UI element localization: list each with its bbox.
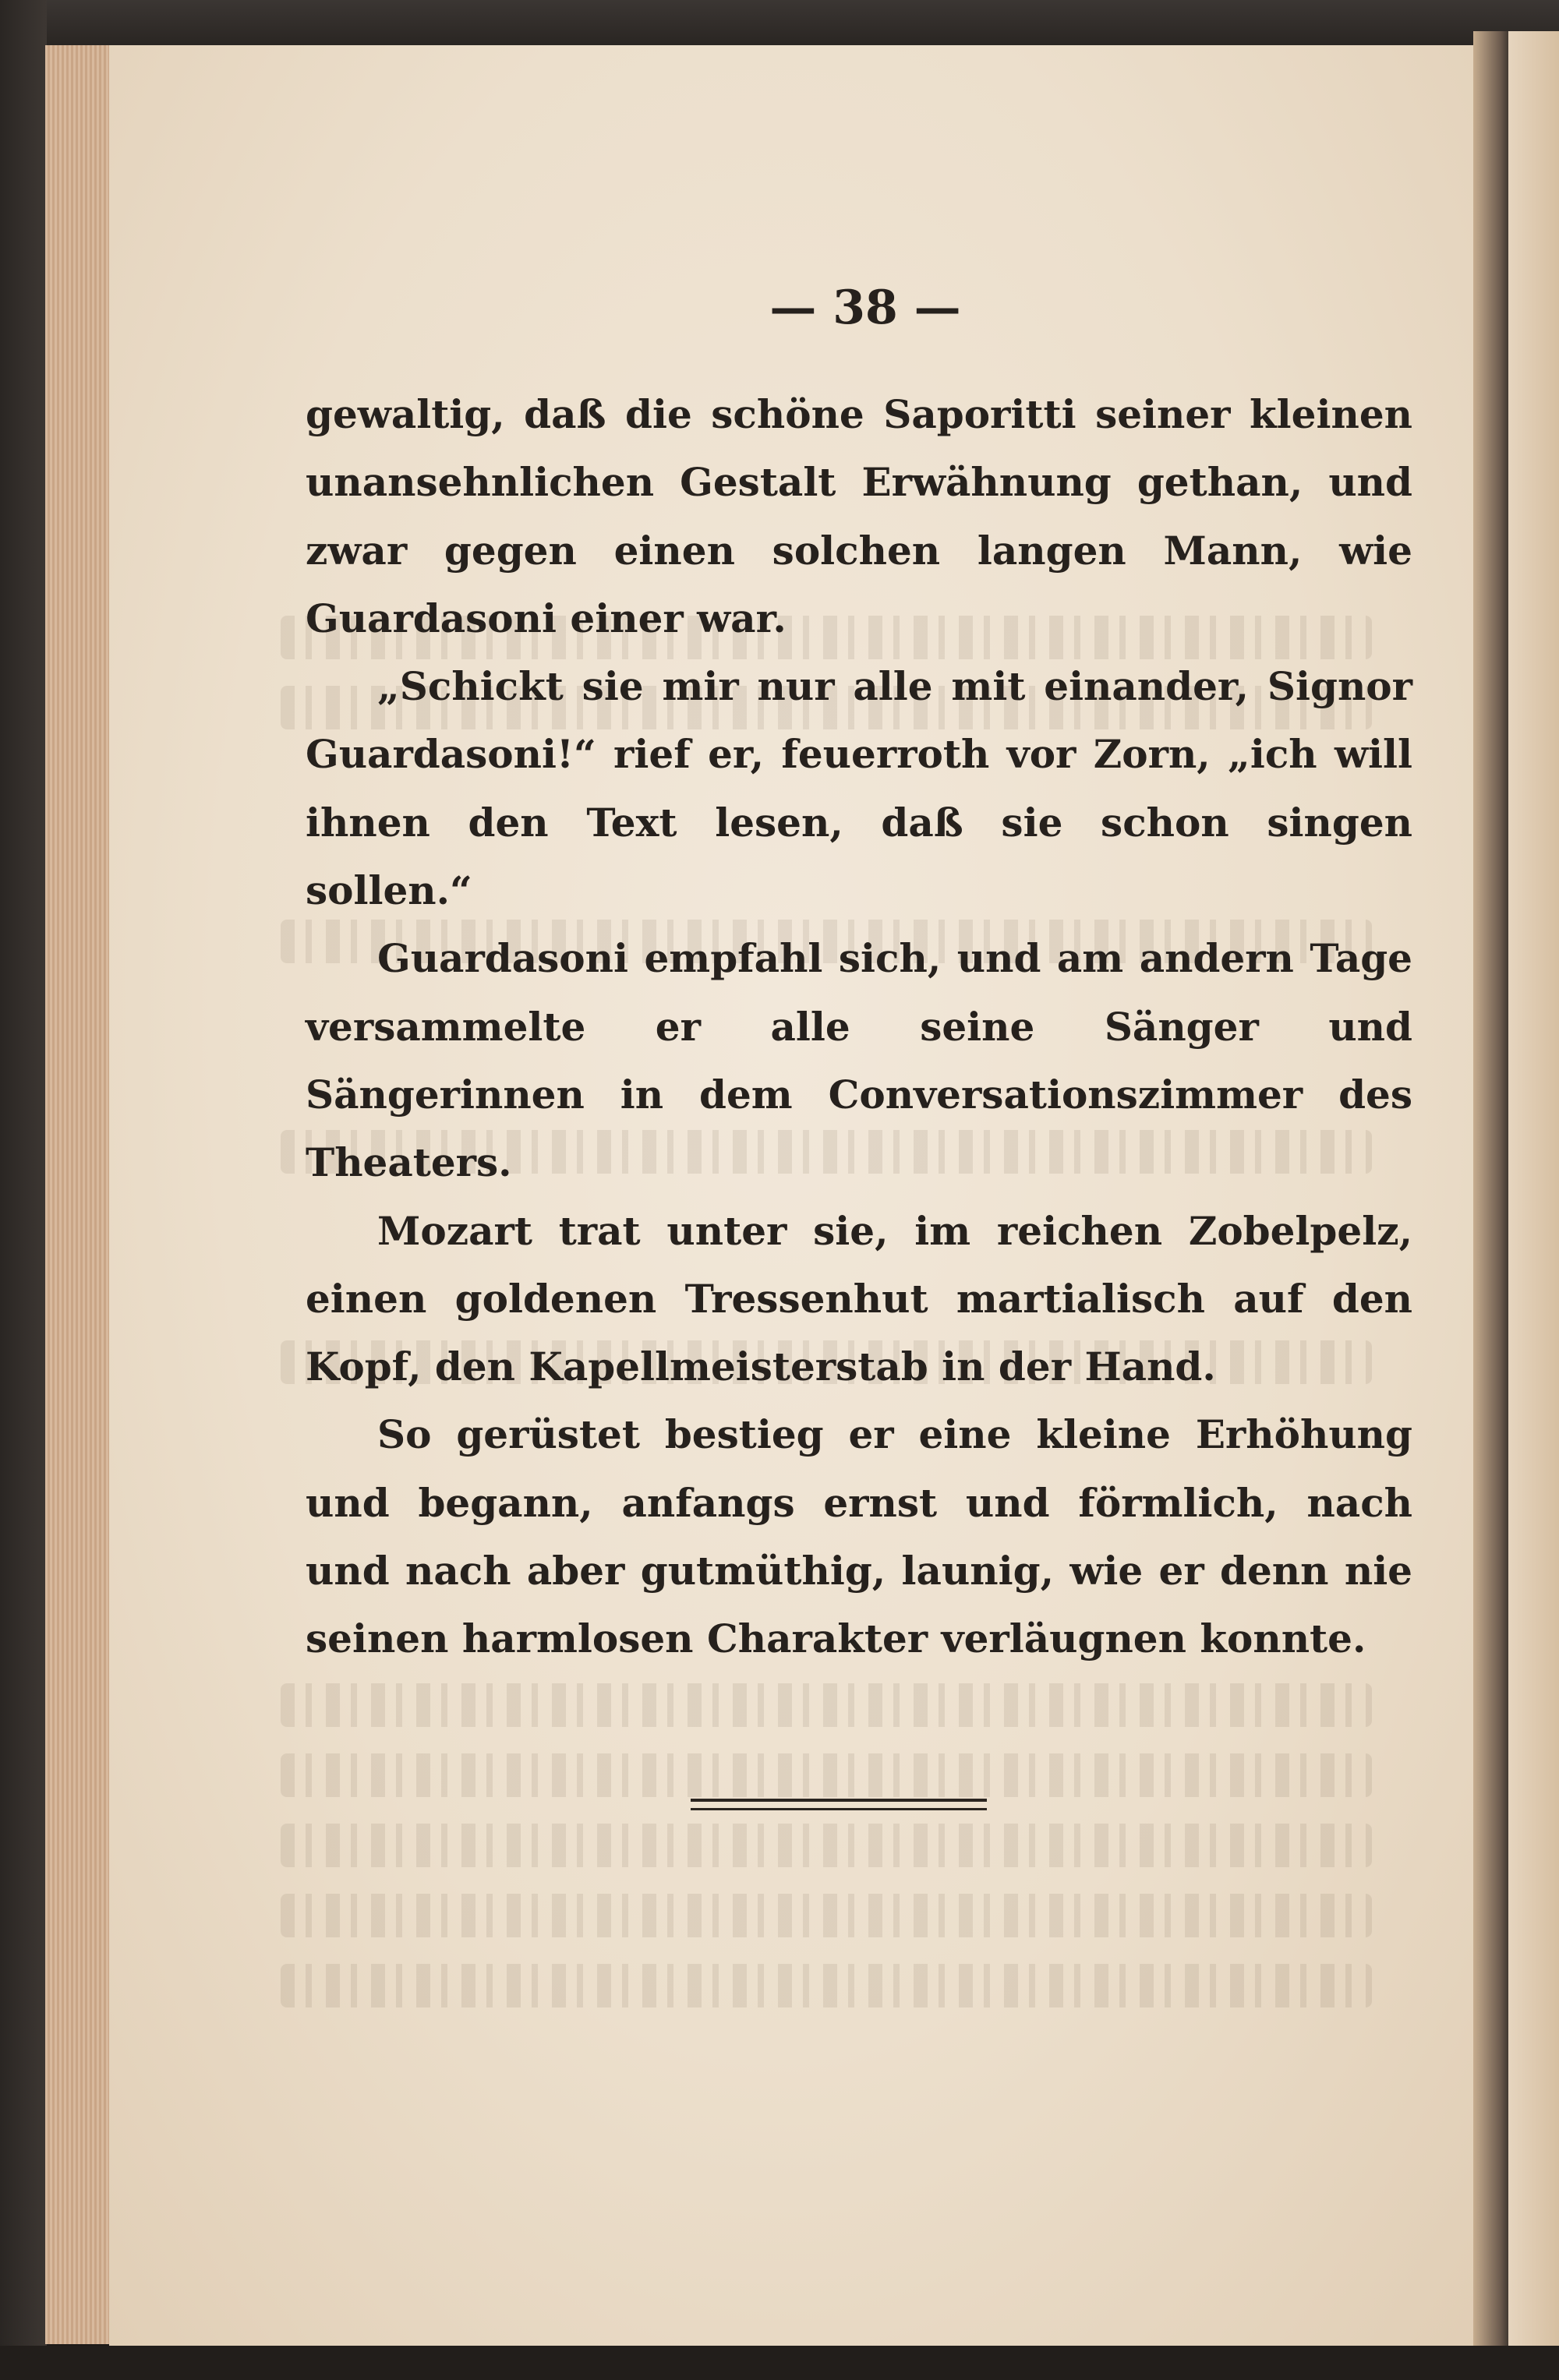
show-through-text (281, 1753, 1372, 1797)
facing-page-edge (1508, 31, 1559, 2361)
page-number: — 38 — (769, 281, 961, 335)
paragraph-2: „Schickt sie mir nur alle mit einander, Signor Guardasoni!“ rief er, feuerroth vor Zorn, „ich will ihnen den Text lesen, daß sie schon singen sollen.“ (306, 663, 1412, 914)
show-through-text (281, 1824, 1372, 1867)
show-through-text (281, 1964, 1372, 2007)
end-rule-divider (691, 1799, 987, 1810)
book-gutter-shadow (1473, 31, 1512, 2361)
show-through-text (281, 1683, 1372, 1727)
scan-background-bottom (0, 2346, 1559, 2380)
body-text (306, 380, 1412, 1673)
paragraph-3: Guardasoni empfahl sich, und am andern Tage versammelte er alle seine Sänger und Sängerinnen in dem Conversationszimmer des Theaters. (306, 935, 1412, 1186)
paragraph-5: So gerüstet bestieg er eine kleine Erhöhung und begann, anfangs ernst und förmlich, nach und nach aber gutmüthig, launig, wie er denn nie seinen harmlosen Charakter verläugnen konnte. (306, 1411, 1412, 1662)
paragraph-4: Mozart trat unter sie, im reichen Zobelpelz, einen goldenen Tressenhut martialisch auf den Kopf, den Kapellmeisterstab in der Hand. (306, 1207, 1412, 1390)
book-cover-left-edge (0, 0, 47, 2380)
paragraph-1: gewaltig, daß die schöne Saporitti seiner kleinen unansehnlichen Gestalt Erwähnung gethan, und zwar gegen einen solchen langen Mann, wie Guardasoni einer war. (306, 391, 1412, 641)
show-through-text (281, 1894, 1372, 1937)
